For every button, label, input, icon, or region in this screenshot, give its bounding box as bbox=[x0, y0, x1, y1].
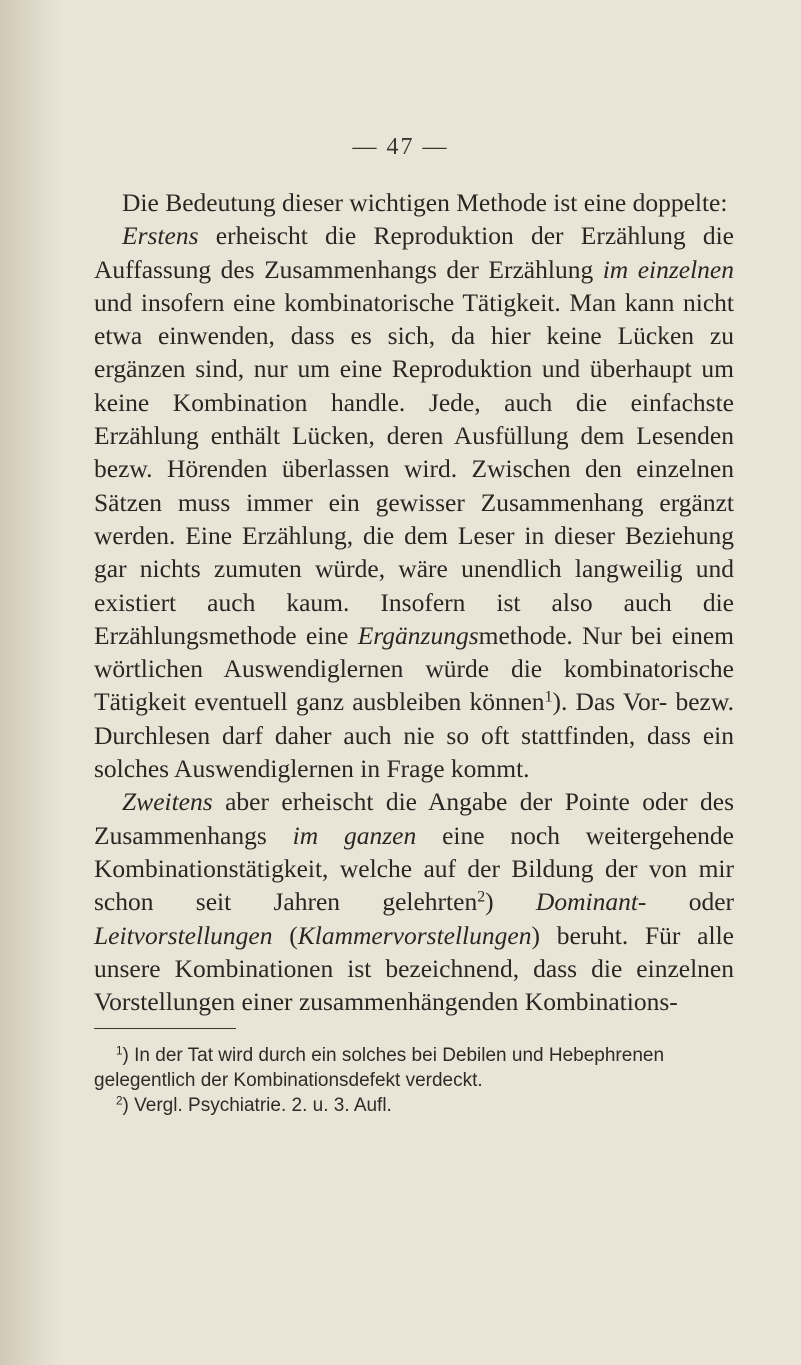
paragraph-intro: Die Bedeutung dieser wichtigen Methode ist eine doppelte: bbox=[122, 188, 728, 217]
footnote-divider bbox=[94, 1028, 236, 1029]
footnote-mark-1: 1 bbox=[116, 1044, 123, 1058]
main-text bbox=[94, 186, 734, 1018]
footnote-ref-1: 1 bbox=[544, 688, 553, 706]
footnote-mark-2: 2 bbox=[116, 1094, 123, 1108]
emphasis-ergaenzungs: Ergänzungs bbox=[357, 620, 479, 650]
emphasis-klammervorstellungen: Klammervorstellungen bbox=[297, 920, 532, 950]
paragraph-erstens: Erstens erheischt die Reproduktion der Erzählung die Auffassung des Zusammenhangs der Erzählung im einzelnen und insofern eine kombinatorische Tätigkeit. Man kann nicht etwa einwenden, dass es sich, da hier keine Lücken zu ergänzen sind, nur um eine Reproduktion und überhaupt um keine Kombination handle. Jede, auch die einfachste Erzählung enthält Lücken, deren Ausfüllung dem Lesenden bezw. Hörenden überlassen wird. Zwischen den einzelnen Sätzen muss immer ein gewisser Zusammenhang ergänzt werden. Eine Erzählung, die dem Leser in dieser Beziehung gar nichts zumuten würde, wäre unendlich langweilig und existiert auch kaum. Insofern ist also auch die Erzählungsmethode eine Ergänzungsmethode. Nur bei einem wörtlichen Auswendiglernen würde die kombinatorische Tätigkeit eventuell ganz ausbleiben können$^1$). Das Vor- bezw. Durchlesen darf daher auch nie so oft stattfinden, dass ein solches Auswendiglernen in Frage kommt. bbox=[94, 221, 734, 784]
footnote-ref-2: 2 bbox=[477, 888, 486, 906]
page-edge-shadow bbox=[0, 0, 60, 1365]
paragraph-zweitens: Zweitens aber erheischt die Angabe der Pointe oder des Zusammenhangs im ganzen eine noch weitergehende Kombinationstätigkeit, welche auf der Bildung der von mir schon seit Jahren gelehrten$^2$) Dominant- oder Leitvorstellungen (Klammervorstellungen) beruht. Für alle unsere Kombinationen ist bezeichnend, dass die einzelnen Vorstellungen einer zusammenhängenden Kombinations- bbox=[94, 787, 735, 1017]
emphasis-zweitens: Zweitens bbox=[122, 787, 213, 817]
footnotes bbox=[94, 1043, 734, 1118]
emphasis-im-ganzen: im ganzen bbox=[292, 820, 417, 850]
emphasis-leitvorstellungen: Leitvorstellungen bbox=[94, 920, 273, 950]
footnote-2: $^2$) Vergl. Psychiatrie. 2. u. 3. Aufl. bbox=[116, 1094, 392, 1116]
emphasis-im-einzelnen: im einzelnen bbox=[602, 254, 734, 284]
footnote-1: $^1$) In der Tat wird durch ein solches bei Debilen und Hebephrenen gelegentlich der Kombinationsdefekt verdeckt. bbox=[94, 1044, 665, 1091]
emphasis-erstens: Erstens bbox=[122, 221, 199, 251]
emphasis-dominant: Dominant- bbox=[535, 887, 647, 917]
page-number: — 47 — bbox=[352, 134, 449, 160]
